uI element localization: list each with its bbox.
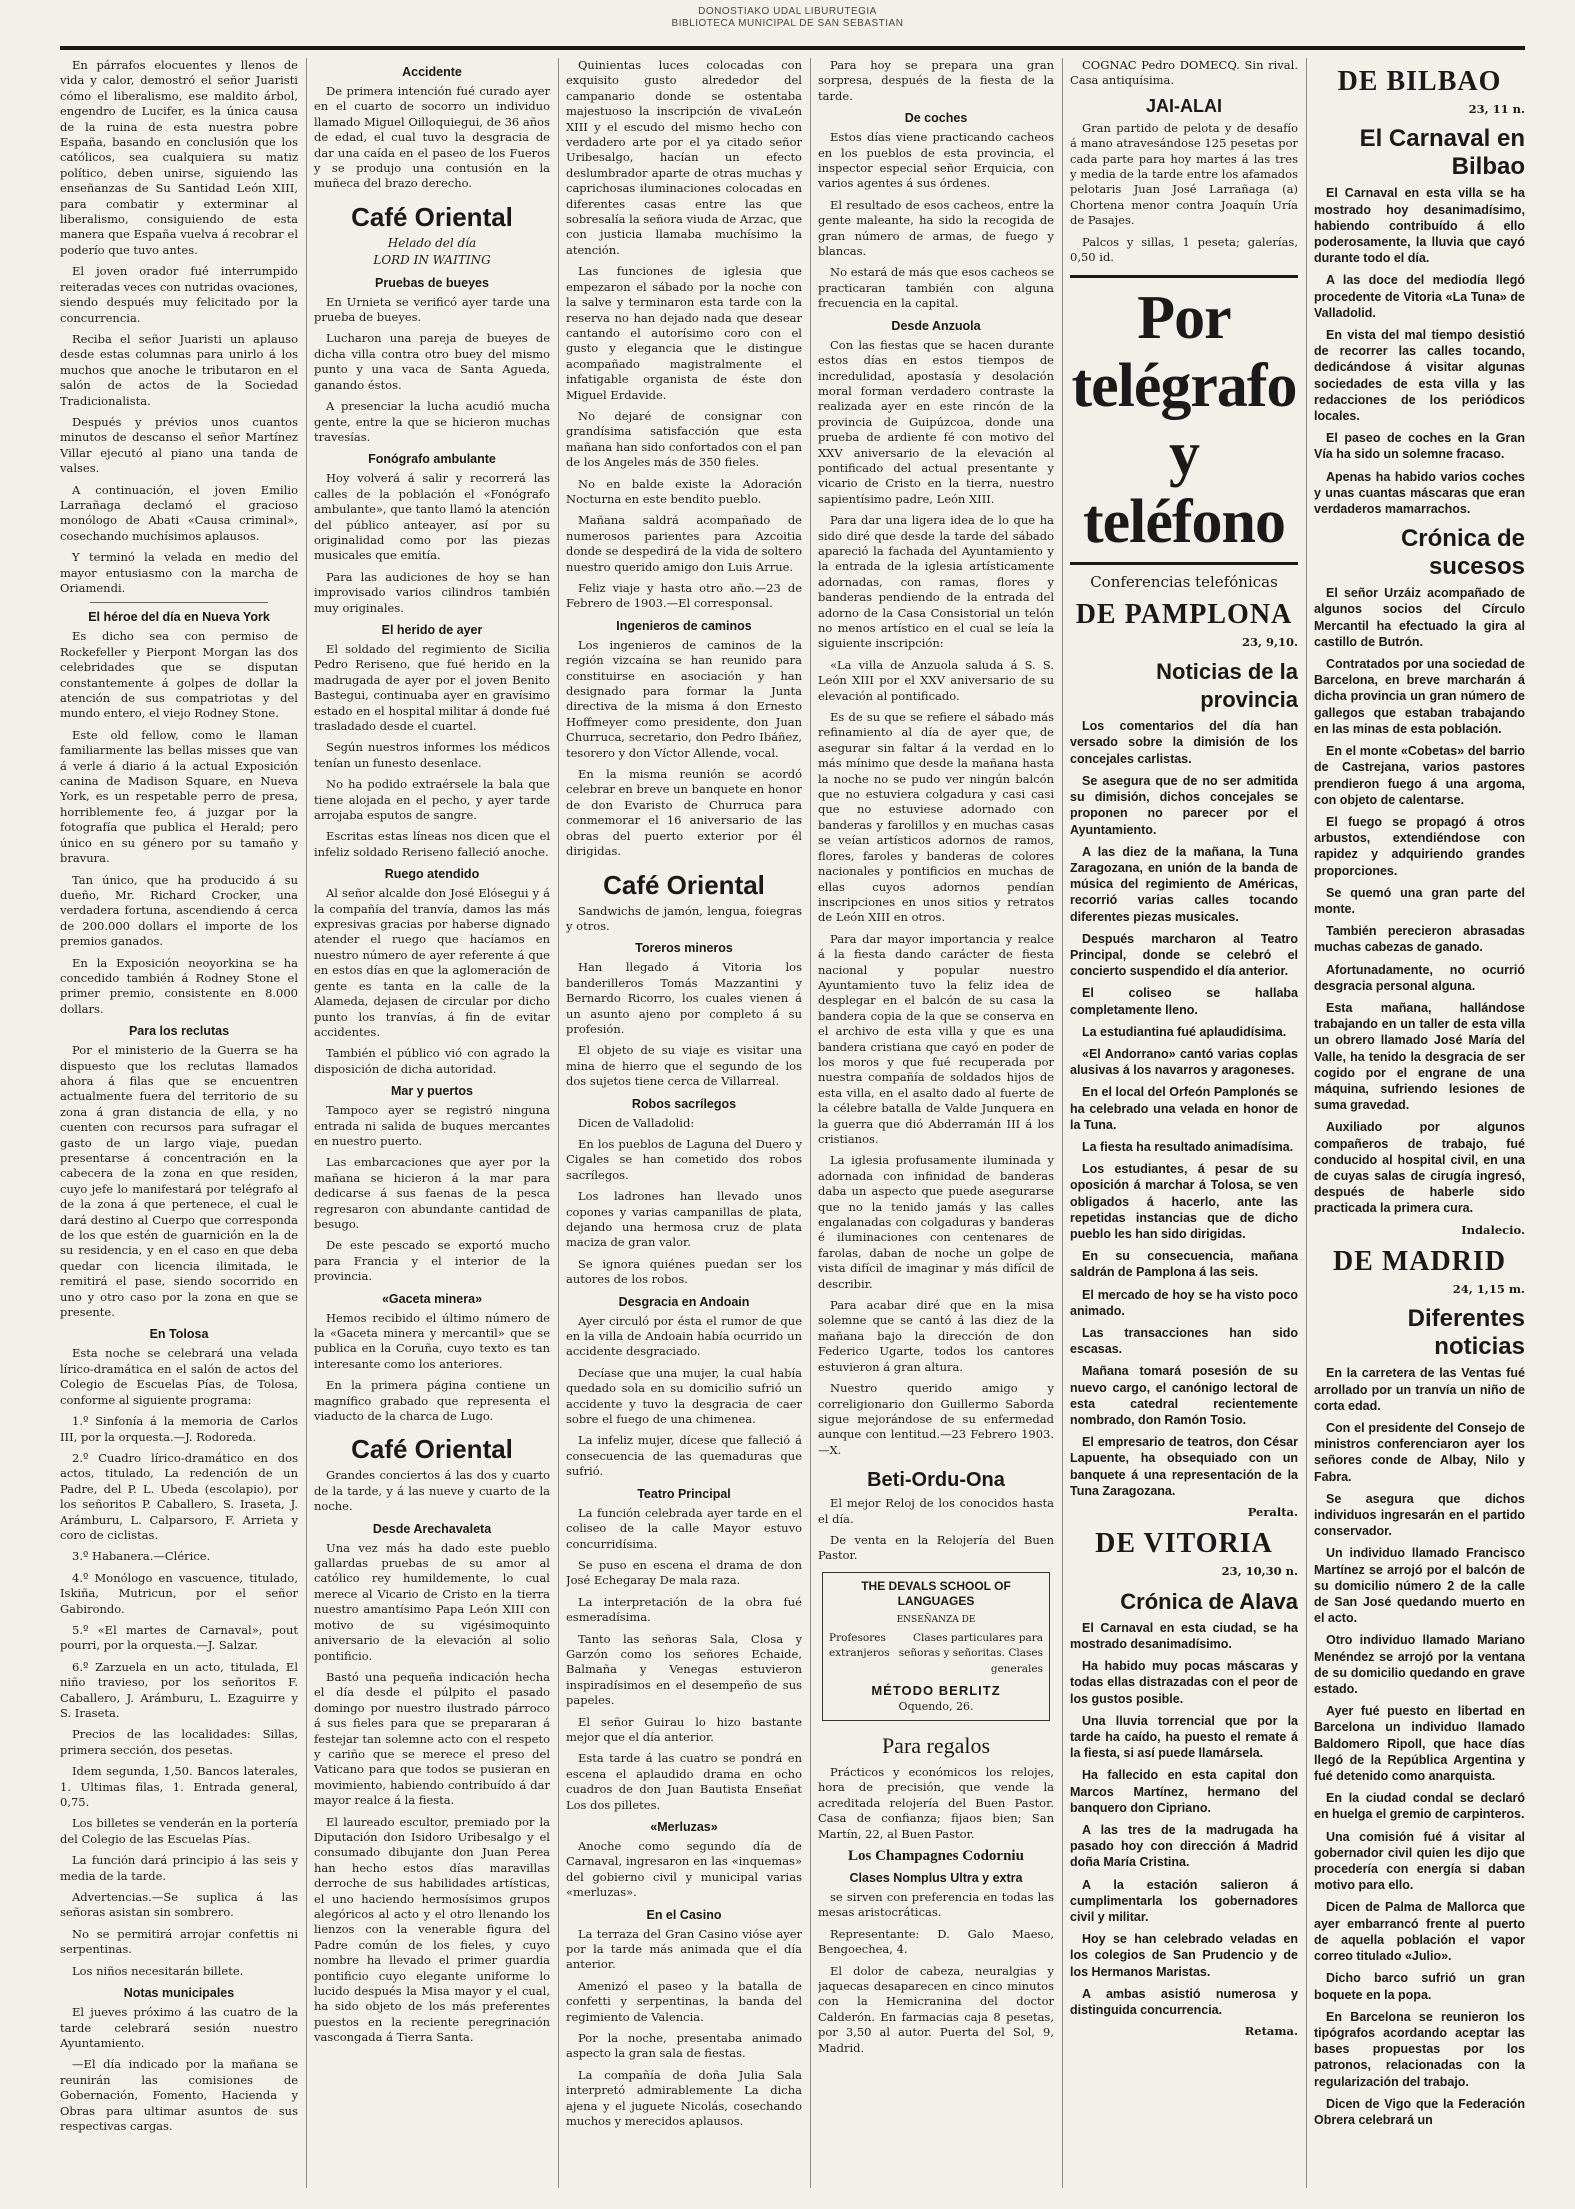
section-heading: Pruebas de bueyes bbox=[375, 275, 489, 290]
paragraph: El Carnaval en esta ciudad, se ha mostrado desanimadísimo. bbox=[1070, 1620, 1298, 1652]
paragraph: Después y prévios unos cuantos minutos de descanso el señor Martínez Villar ejecutó al piano una tanda de valses. bbox=[60, 414, 298, 476]
column-rule bbox=[558, 58, 559, 2188]
paragraph: Estos días viene practicando cacheos en los pueblos de esta provincia, el inspector especial señor Erquicia, con varios agentes á sus órdenes. bbox=[818, 130, 1054, 191]
paragraph: En vista del mal tiempo desistió de recorrer las calles tocando, dedicándose á visitar algunas sociedades de esta villa y las redacciones de los periódicos locales. bbox=[1314, 328, 1525, 424]
section-heading: Crónica de sucesos bbox=[1400, 525, 1525, 581]
paragraph: Ayer fué puesto en libertad en Barcelona un individuo llamado Baldomero Ripoll, que hace días llegó de la República Argentina y fué detenido como anarquista. bbox=[1314, 1704, 1525, 1784]
paragraph: Esta mañana, hallándose trabajando en un taller de esta villa un obrero llamado José María del Valle, ha tenido la desgracia de ser cogido por el engrane de una máquina, sufriendo lesiones de suma gravedad. bbox=[1314, 1000, 1525, 1113]
paragraph: En la carretera de las Ventas fué arrollado por un tranvía un niño de corta edad. bbox=[1314, 1366, 1525, 1413]
paragraph: Las transacciones han sido escasas. bbox=[1070, 1325, 1298, 1357]
dateline: 23, 10,30 n. bbox=[1221, 1564, 1298, 1579]
section-heading: Noticias de la provincia bbox=[1156, 659, 1298, 713]
dateline: 24, 1,15 m. bbox=[1452, 1281, 1525, 1296]
section-heading: El héroe del día en Nueva York bbox=[88, 610, 270, 625]
paragraph: El señor Urzáiz acompañado de algunos socios del Círculo Mercantil ha efectuado la gira al castillo de Butrón. bbox=[1314, 586, 1525, 649]
section-heading: Accidente bbox=[402, 65, 462, 79]
paragraph: La terraza del Gran Casino vióse ayer por la tarde más animada que el día anterior. bbox=[566, 1926, 802, 1972]
paragraph: Han llegado á Vitoria los banderilleros Tomás Mazzantini y Bernardo Ricorro, los cuales vienen á un asunto ajeno por completo á su profesión. bbox=[566, 960, 802, 1036]
dateline: 23, 11 n. bbox=[1468, 102, 1525, 116]
paragraph: Por la noche, presentaba animado aspecto la gran sala de fiestas. bbox=[566, 2031, 802, 2061]
paragraph: Dicen de Valladolid: bbox=[578, 1115, 695, 1130]
paragraph: De este pescado se exportó mucho para Francia y el interior de la provincia. bbox=[314, 1238, 550, 1284]
language-school-ad bbox=[822, 1572, 1050, 1721]
library-stamp bbox=[0, 6, 1575, 30]
city-heading: DE VITORIA bbox=[1095, 1528, 1273, 1560]
cafe-oriental-heading: Café Oriental bbox=[603, 869, 765, 900]
paragraph: Los estudiantes, á pesar de su oposición á marchar á Tolosa, se ven obligados á hacerlo, ante las repetidas instancias que de dicho pueblo les han sido dirigidas. bbox=[1070, 1162, 1298, 1241]
paragraph: El Carnaval en esta villa se ha mostrado hoy desanimadísimo, habiendo contribuído á ello poderosamente, la lluvia que cayó durante todo el día. bbox=[1314, 186, 1525, 266]
paragraph: Escritas estas líneas nos dicen que el infeliz soldado Reriseno falleció anoche. bbox=[314, 829, 550, 859]
paragraph: 2.º Cuadro lírico-dramático en dos actos, titulado, La redención de un Padre, del P. L. Ubeda (escolapio), por los señoritos P. Caballero, S. Iraseta, J. Arámburu, L. Calparsoro, F. Arrieta y coro de ciclistas. bbox=[60, 1450, 298, 1542]
paragraph: Mañana saldrá acompañado de numerosos parientes para Azcoitia donde se despedirá de la vida de soltero nuestro querido amigo don Luis Arrue. bbox=[566, 513, 802, 574]
paragraph: Se asegura que de no ser admitida su dimisión, dichos concejales se proponen no parecer por el Ayuntamiento. bbox=[1070, 773, 1298, 837]
section-heading: El herido de ayer bbox=[381, 622, 483, 637]
ad-title: THE DEVALS SCHOOL OF LANGUAGES bbox=[861, 1578, 1011, 1609]
section-heading: En Tolosa bbox=[149, 1327, 209, 1342]
section-heading: Ruego atendido bbox=[384, 867, 480, 882]
paragraph: Palcos y sillas, 1 peseta; galerías, 0,50 id. bbox=[1070, 234, 1298, 265]
paragraph: Se puso en escena el drama de don José Echegaray De mala raza. bbox=[566, 1557, 802, 1588]
separator bbox=[90, 602, 268, 603]
subheading: LORD IN WAITING bbox=[373, 253, 491, 268]
paragraph: La función celebrada ayer tarde en el coliseo de la calle Mayor estuvo concurridísima. bbox=[566, 1505, 802, 1551]
section-heading: Crónica de Alava bbox=[1120, 1588, 1298, 1614]
paragraph: —El día indicado por la mañana se reunirán las comisiones de Gobernación, Fomento, Hacienda y Obras para ultimar asuntos de sus respectivas cargas. bbox=[60, 2057, 298, 2133]
paragraph: Para acabar diré que en la misa solemne que se cantó á las diez de la mañana bajo la dirección de don Federico Ugarte, todos los cantores estuvieron á gran altura. bbox=[818, 1298, 1054, 1374]
paragraph: Afortunadamente, no ocurrió desgracia personal alguna. bbox=[1314, 962, 1525, 993]
paragraph: En el monte «Cobetas» del barrio de Castrejana, varios pastores prendieron fuego á una argoma, con objeto de calentarse. bbox=[1314, 744, 1525, 807]
paragraph: El fuego se propagó á otros arbustos, extendiéndose con rapidez y adquiriendo grandes proporciones. bbox=[1314, 814, 1525, 878]
column-6 bbox=[1314, 58, 1525, 2188]
telegraph-news bbox=[1314, 1365, 1525, 2128]
paragraph: Dicho barco sufrió un gran boquete en la popa. bbox=[1314, 1971, 1525, 2002]
paragraph: Las funciones de iglesia que empezaron el sábado por la noche con la salve y terminaron esta tarde con la reserva no han dejado nada que desear cantando el autorísimo coro con el gusto y elegancia que le distingue acompañado magistralmente el infatigable organista de éste don Miguel Erdavide. bbox=[566, 264, 802, 402]
section-heading: Conferencias telefónicas bbox=[1090, 573, 1278, 592]
paragraph: Anoche como segundo día de Carnaval, ingresaron en las «inquemas» del gobierno civil y municipal varias «merluzas». bbox=[566, 1839, 802, 1900]
section-heading: Toreros mineros bbox=[635, 941, 733, 956]
paragraph: El empresario de teatros, don César Lapuente, ha obsequiado con un banquete á una representación de la Tuna Zaragozana. bbox=[1070, 1435, 1298, 1498]
paragraph: Los billetes se venderán en la portería del Colegio de las Escuelas Pías. bbox=[60, 1816, 298, 1846]
paragraph: El resultado de esos cacheos, entre la gente maleante, ha sido la recogida de gran número de armas, de fuego y blancas. bbox=[818, 197, 1054, 259]
telegraph-news bbox=[1314, 185, 1525, 517]
paragraph: La función dará principio á las seis y media de la tarde. bbox=[60, 1853, 298, 1883]
paragraph: En la misma reunión se acordó celebrar en breve un banquete en honor de don Evaristo de Churruca para conmemorar el 16 aniversario de las obras del puerto exterior por él dirigidas. bbox=[566, 767, 802, 859]
paragraph: Apenas ha habido varios coches y unas cuantas máscaras que eran verdaderos mamarrachos. bbox=[1314, 469, 1525, 517]
section-heading: JAI-ALAI bbox=[1146, 95, 1222, 116]
paragraph: El mejor Reloj de los conocidos hasta el día. bbox=[818, 1496, 1054, 1526]
paragraph: En su consecuencia, mañana saldrán de Pamplona á las seis. bbox=[1070, 1249, 1298, 1280]
paragraph: A ambas asistió numerosa y distinguida concurrencia. bbox=[1070, 1986, 1298, 2018]
ad-subtitle: ENSEÑANZA DE bbox=[896, 1614, 976, 1625]
section-heading: Los Champagnes Codorniu bbox=[848, 1848, 1024, 1865]
section-heading: Robos sacrílegos bbox=[631, 1096, 737, 1111]
subheading: Helado del día bbox=[387, 235, 477, 250]
column-rule bbox=[1062, 58, 1063, 2188]
paragraph: Esta noche se celebrará una velada lírico-dramática en el salón de actos del Colegio de Escuelas Pías, de Tolosa, conforme al siguiente programa: bbox=[60, 1346, 298, 1407]
paragraph: Esta tarde á las cuatro se pondrá en escena el aplaudido drama en ocho cuadros de don Juan Bautista Enseñat Los dos pilletes. bbox=[566, 1751, 802, 1812]
paragraph: A las tres de la madrugada ha pasado hoy con dirección á Madrid doña María Cristina. bbox=[1070, 1823, 1298, 1870]
section-heading: De coches bbox=[904, 111, 968, 126]
paragraph: Un individuo llamado Francisco Martínez se arrojó por el balcón de su domicilio número 2 de la calle de San José quedando muerto en el acto. bbox=[1314, 1546, 1525, 1626]
paragraph: 4.º Monólogo en vascuence, titulado, Iskiña, Mutricun, por el señor Gabirondo. bbox=[60, 1570, 298, 1616]
paragraph: Hoy se han celebrado veladas en los colegios de San Prudencio y de los Hermanos Maristas. bbox=[1070, 1932, 1298, 1979]
paragraph: El jueves próximo á las cuatro de la tarde celebrará sesión nuestro Ayuntamiento. bbox=[60, 2005, 298, 2050]
section-heading: Desde Anzuola bbox=[891, 318, 981, 333]
section-heading: Mar y puertos bbox=[391, 1084, 473, 1099]
paragraph: Una lluvia torrencial que por la tarde ha caído, ha puesto el remate á la fiesta, si así puede llamársela. bbox=[1070, 1713, 1298, 1761]
paragraph: A las diez de la mañana, la Tuna Zaragozana, en unión de la banda de música del regimiento de Américas, recorrió varias calles tocando diferentes piezas musicales. bbox=[1070, 844, 1298, 924]
telegraph-news bbox=[1314, 585, 1525, 1216]
telegraph-news bbox=[1070, 718, 1298, 1499]
paragraph: 1.º Sinfonía á la memoria de Carlos III, por la orquesta.—J. Rodoreda. bbox=[60, 1414, 298, 1444]
paragraph: La fiesta ha resultado animadísima. bbox=[1082, 1139, 1294, 1154]
paragraph: Otro individuo llamado Mariano Menéndez se arrojó por la ventana de su domicilio quedando en grave estado. bbox=[1314, 1633, 1525, 1697]
column-5 bbox=[1070, 58, 1298, 2188]
paragraph: A presenciar la lucha acudió mucha gente, entre la que se hicieron muchas travesías. bbox=[314, 399, 550, 444]
paragraph: El mercado de hoy se ha visto poco animado. bbox=[1070, 1287, 1298, 1318]
dateline: 23, 9,10. bbox=[1241, 634, 1298, 649]
paragraph: El dolor de cabeza, neuralgias y jaquecas desaparecen en cinco minutos con la Hemicranina del doctor Calderón. En farmacias caja 8 pesetas, por 3,50 al autor. Puerta del Sol, 9, Madrid. bbox=[818, 1963, 1054, 2055]
paragraph: No se permitirá arrojar confettis ni serpentinas. bbox=[60, 1926, 298, 1957]
paragraph: El paseo de coches en la Gran Vía ha sido un solemne fracaso. bbox=[1314, 431, 1525, 462]
paragraph: 6.º Zarzuela en un acto, titulada, El niño travieso, por los señoritos F. Caballero, J. Arámburu, L. Ezaguirre y S. Iraseta. bbox=[60, 1659, 298, 1720]
paragraph: Las embarcaciones que ayer por la mañana se hicieron á la mar para dedicarse á sus faenas de la pesca regresaron con abundante cantidad de besugo. bbox=[314, 1155, 550, 1231]
paragraph: Tan único, que ha producido á su dueño, Mr. Richard Crocker, una verdadera fortuna, ascendiendo á cerca de 200.000 dollars el importe de los premios ganados. bbox=[60, 872, 298, 949]
city-heading: DE BILBAO bbox=[1337, 66, 1502, 97]
paragraph: Quinientas luces colocadas con exquisito gusto alrededor del campanario donde se ostentaba majestuoso la inscripción de vivaLeón XIII y el escudo del mismo hecho con verdadero arte por el ya citado señor Uribesalgo, hacían un efecto deslumbrador aparte de otras muchas y caprichosas iluminaciones colocadas en diferentes casas entre las que sobresalía la señora viuda de Arzac, que con justicia llamaba muchísimo la atención. bbox=[566, 58, 802, 257]
paragraph: Después marcharon al Teatro Principal, donde se celebró el concierto suspendido el día anterior. bbox=[1070, 931, 1298, 979]
signature: Peralta. bbox=[1247, 1505, 1298, 1520]
telegraph-news bbox=[1070, 1620, 1298, 2018]
paragraph: Decíase que una mujer, la cual había quedado sola en su domicilio sufrió un accidente y tuvo la desgracia de caer sobre el fuego de una chimenea. bbox=[566, 1365, 802, 1427]
paragraph: Con el presidente del Consejo de ministros conferenciaron ayer los señores conde de Albay, Nilo y Fabra. bbox=[1314, 1421, 1525, 1484]
paragraph: Se quemó una gran parte del monte. bbox=[1314, 885, 1525, 916]
paragraph: También el público vió con agrado la disposición de dicha autoridad. bbox=[314, 1046, 550, 1076]
paragraph: Dicen de Vigo que la Federación Obrera celebrará un bbox=[1314, 2096, 1525, 2127]
paragraph: 5.º «El martes de Carnaval», pout pourri, por la orquesta.—J. Salzar. bbox=[60, 1622, 298, 1653]
paragraph: Y terminó la velada en medio del mayor entusiasmo con la marcha de Oriamendi. bbox=[60, 550, 298, 595]
paragraph: Este old fellow, como le llaman familiarmente las bellas misses que van á verle á diario á la actual Exposición canina de Madison Square, en Nueva York, es un respetable perro de presa, horriblemente feo, á juzgar por la fotografía que publica el Herald; pero único en su género por su tamaño y bravura. bbox=[60, 727, 298, 866]
paragraph: Los comentarios del día han versado sobre la dimisión de los concejales carlistas. bbox=[1070, 719, 1298, 766]
column-rule bbox=[306, 58, 307, 2188]
paragraph: Para hoy se prepara una gran sorpresa, después de la fiesta de la tarde. bbox=[818, 58, 1054, 103]
section-heading: Diferentes noticias bbox=[1407, 1305, 1525, 1361]
paragraph: Es de su que se refiere el sábado más refinamiento al día de ayer que, de asegurar sin faltar á la verdad en lo más mínimo que desde la mañana hasta la noche no se pudo ver ningún balcón que no estuviera colgadura y casi casi que no estuviese adornado con banderas y farolillos y en muchas casas se veían artísticos adornos de ramos, flores, faroles y banderas de colores nacionales y pontificios en muchas de ellas cuyos adornos pendían inscripciones en unos sitios y retratos de León XIII en otros. bbox=[818, 710, 1054, 925]
paragraph: La interpretación de la obra fué esmeradísima. bbox=[566, 1594, 802, 1625]
paragraph: La estudiantina fué aplaudidísima. bbox=[1082, 1024, 1287, 1039]
top-rule bbox=[60, 46, 1525, 50]
paragraph: Mañana tomará posesión de su nuevo cargo, el canónigo lectoral de esta catedral recientemente nombrado, don Ramón Tosio. bbox=[1070, 1364, 1298, 1427]
paragraph: Representante: D. Galo Maeso, Bengoechea, 4. bbox=[818, 1926, 1054, 1957]
section-heading: Fonógrafo ambulante bbox=[368, 452, 496, 467]
paragraph: Advertencias.—Se suplica á las señoras asistan sin sombrero. bbox=[60, 1890, 298, 1920]
paragraph: Por el ministerio de la Guerra se ha dispuesto que los reclutas llamados ahora á filas que se encuentren actualmente fuera del territorio de su zona á gran distancia de ella, y no cuenten con recursos para sufragar el gasto de un largo viaje, puedan presentarse á concentración en la cabecera de la zona en que residen, cuyo jefe lo manifestará por telégrafo al de la zona á que pertenece, el cual le dará destino al Cuerpo que corresponda de los que estén de guarnición en la de su residencia, y en el caso en que deba quedar con licencia ilimitada, le remitirá el pase, siendo socorrido en uno y otro caso por la zona en que se presente. bbox=[60, 1043, 298, 1320]
paragraph: De venta en la Relojería del Buen Pastor. bbox=[818, 1532, 1054, 1563]
section-heading: Desde Arechavaleta bbox=[372, 1521, 492, 1536]
paragraph: Los ladrones han llevado unos copones y varias campanillas de plata, dejando una hermosa cruz de plata maciza de gran valor. bbox=[566, 1189, 802, 1250]
paragraph: Según nuestros informes los médicos tenían un funesto desenlace. bbox=[314, 740, 550, 770]
column-1 bbox=[60, 58, 298, 2188]
paragraph: Lucharon una pareja de bueyes de dicha villa contra otro buey del mismo punto y una vaca de Santa Agueda, ganando éstos. bbox=[314, 331, 550, 392]
section-heading: «Merluzas» bbox=[650, 1820, 718, 1834]
paragraph: De primera intención fué curado ayer en el cuarto de socorro un individuo llamado Miguel Oilloquiegui, de 36 años de edad, el cual tuvo la desgracia de dar una caída en el paseo de los Fueros y se produjo una contusión en la muñeca del brazo derecho. bbox=[314, 84, 550, 191]
paragraph: El joven orador fué interrumpido reiteradas veces con nutridas ovaciones, siendo después muy felicitado por la concurrencia. bbox=[60, 264, 298, 325]
cafe-oriental-heading: Café Oriental bbox=[351, 1434, 513, 1465]
section-heading: Beti-Ordu-Ona bbox=[867, 1469, 1005, 1492]
paragraph: En el local del Orfeón Pamplonés se ha celebrado una velada en honor de la Tuna. bbox=[1070, 1085, 1298, 1132]
stamp-line-1: DONOSTIAKO UDAL LIBURUTEGIA bbox=[698, 6, 877, 17]
paragraph: Prácticos y económicos los relojes, hora de precisión, que vende la acreditada relojería del Buen Pastor. Casa de confianza; fijaos bien; San Martín, 22, al Buen Pastor. bbox=[818, 1765, 1054, 1841]
paragraph: Nuestro querido amigo y correligionario don Guillermo Saborda sigue mejorándose de su enfermedad aunque con lentitud.—23 Febrero 1903.—X. bbox=[818, 1381, 1054, 1457]
section-heading: Para regalos bbox=[881, 1733, 991, 1758]
paragraph: Amenizó el paseo y la batalla de confetti y serpentinas, la banda del regimiento de Valencia. bbox=[566, 1978, 802, 2024]
paragraph: Bastó una pequeña indicación hecha el día desde el púlpito el pasado domingo por nuestro ilustrado párroco á sus fieles para que se prepararan á festejar tan solemne acto con el respeto y cariño que se merece el preso del Vaticano para que todos se pusieran en movimiento, habiendo contribuído á dar mayor realce á la fiesta. bbox=[314, 1669, 550, 1808]
paragraph: Gran partido de pelota y de desafío á mano atravesándose 125 pesetas por cada parte para hoy martes á las tres y media de la tarde entre los afamados pelotaris Juan José Larrañaga (a) Chortena menor contra Joaquín Uría de Pasajes. bbox=[1070, 120, 1298, 228]
paragraph: Hemos recibido el último número de la «Gaceta minera y mercantil» que se publica en la Coruña, cuyo texto es tan interesante como los anteriores. bbox=[314, 1310, 550, 1371]
section-heading: Notas municipales bbox=[123, 1986, 235, 2001]
paragraph: Tanto las señoras Sala, Closa y Garzón como los señores Echaide, Balmaña y Venegas estuvieron inspiradísimos en el desempeño de sus papeles. bbox=[566, 1631, 802, 1708]
paragraph: Hoy volverá á salir y recorrerá las calles de la población el «Fonógrafo ambulante», que tanto llamó la atención del público anteayer, así por su originalidad como por las piezas musicales que emitía. bbox=[314, 471, 550, 563]
stamp-line-2: BIBLIOTECA MUNICIPAL DE SAN SEBASTIAN bbox=[671, 18, 904, 29]
city-heading: DE MADRID bbox=[1332, 1245, 1507, 1277]
paragraph: Al señor alcalde don José Elósegui y á la compañía del tranvía, damos las más expresivas gracias por haberse dignado atender el ruego que hacíamos en nuestro número de ayer referente á que en estos días en que la aglomeración de gente es tanta en la calle de la Alameda, dejasen de circular por dicho punto los tranvías, á fin de evitar accidentes. bbox=[314, 886, 550, 1039]
section-heading: Clases Nomplus Ultra y extra bbox=[849, 1871, 1023, 1886]
paragraph: La compañía de doña Julia Sala interpretó admirablemente La dicha ajena y el juguete Nicolás, cosechando muchos y merecidos aplausos. bbox=[566, 2067, 802, 2129]
paragraph: No estará de más que esos cacheos se practicaran también con alguna frecuencia en la capital. bbox=[818, 265, 1054, 311]
paragraph: 3.º Habanera.—Clérice. bbox=[72, 1549, 211, 1564]
paragraph: Ayer circuló por ésta el rumor de que en la villa de Andoain había ocurrido un accidente desgraciado. bbox=[566, 1313, 802, 1359]
telegraph-heading: Por telégrafo y teléfono bbox=[1070, 275, 1298, 565]
paragraph: El objeto de su viaje es visitar una mina de hierro que el segundo de los dos sujetos tiene cerca de Villarreal. bbox=[566, 1043, 802, 1089]
paragraph: El señor Guirau lo hizo bastante mejor que el día anterior. bbox=[566, 1714, 802, 1744]
paragraph: Para las audiciones de hoy se han improvisado varios cilindros también muy originales. bbox=[314, 569, 550, 615]
section-heading: En el Casino bbox=[646, 1907, 722, 1922]
section-heading: Teatro Principal bbox=[637, 1486, 731, 1501]
paragraph: Ha habido muy pocas máscaras y todas ellas distrazadas con el peor de los gustos posible. bbox=[1070, 1659, 1298, 1706]
paragraph: «La villa de Anzuola saluda á S. S. León XIII por el XXV aniversario de su elevación al pontificado. bbox=[818, 657, 1054, 703]
paragraph: Los niños necesitarán billete. bbox=[72, 1963, 244, 1978]
paragraph: No en balde existe la Adoración Nocturna en este bendito pueblo. bbox=[566, 476, 802, 506]
paragraph: En la primera página contiene un magnífico grabado que representa el viaducto de la charca de Lugo. bbox=[314, 1378, 550, 1424]
paragraph: Los ingenieros de caminos de la región vizcaína se han reunido para constituirse en asociación y han designado para formar la Junta directiva de la misma á don Ernesto Hoffmeyer como presidente, don Juan Churruca, secretario, don Pedro Ibáñez, tesorero y don Víctor Allende, vocal. bbox=[566, 637, 802, 760]
paragraph: A continuación, el joven Emilio Larrañaga declamó el gracioso monólogo de Abati «Causa criminal», cosechando muchísimos aplausos. bbox=[60, 482, 298, 543]
column-2 bbox=[314, 58, 550, 2188]
paragraph: En Barcelona se reunieron los tipógrafos acordando aceptar las bases propuestas por los patronos, relacionadas con la regularización del trabajo. bbox=[1314, 2009, 1525, 2089]
paragraph: Contratados por una sociedad de Barcelona, en breve marcharán á dicha provincia un gran número de gallegos que estaban trabajando en las minas de esta población. bbox=[1314, 657, 1525, 736]
section-heading: «Gaceta minera» bbox=[381, 1291, 483, 1306]
paragraph: Grandes conciertos á las dos y cuarto de la tarde, y á las nueve y cuarto de la noche. bbox=[314, 1468, 550, 1514]
ad-right-text: Clases particulares para señoras y señoritas. Clases generales bbox=[898, 1631, 1043, 1675]
paragraph: se sirven con preferencia en todas las mesas aristocráticas. bbox=[818, 1890, 1054, 1920]
cafe-oriental-heading: Café Oriental bbox=[351, 201, 513, 232]
paragraph: Se ignora quiénes puedan ser los autores de los robos. bbox=[566, 1256, 802, 1287]
paragraph: El laureado escultor, premiado por la Diputación don Isidoro Uribesalgo y el consumado dibujante don Juan Perea han hecho estos días maravillas derroche de sus habilidades artísticas, el uno haciendo hermosísimos grupos alegóricos al acto y el otro llenando los lienzos con la venerable figura del Padre común de los fieles, y cuyo nombre ha llevado el primer guardia pontificio cuyo elegante uniforme lo lucido después la Misa mayor y el cual, ha sido objeto de los más preferentes puestos en la reciente peregrinación vascongada á Tierra Santa. bbox=[314, 1814, 550, 2045]
paragraph: Dicen de Palma de Mallorca que ayer embarrancó frente al puerto de aquella población el vapor correo titulado «Julio». bbox=[1314, 1900, 1525, 1964]
paragraph: El coliseo se hallaba completamente lleno. bbox=[1070, 986, 1298, 1017]
paragraph: Con las fiestas que se hacen durante estos días en estos tiempos de incredulidad, apostasía y desolación moral forman verdadero contraste la realizada ayer en este rincón de la provincia de Guipúzcoa, donde una prueba de ardiente fé con motivo del XXV aniversario de la elevación al pontificado del actual presentante y vicario de Cristo en la tierra, nuestro sapientísimo padre, León XIII. bbox=[818, 337, 1054, 506]
paragraph: «El Andorrano» cantó varias coplas alusivas á los navarros y aragoneses. bbox=[1070, 1046, 1298, 1078]
city-heading: DE PAMPLONA bbox=[1075, 598, 1293, 630]
paragraph: Para dar una ligera idea de lo que ha sido diré que desde la tarde del sábado apareció la fachada del Ayuntamiento y la entrada de la iglesia artísticamente adornadas, con ramas, flores y banderas pendiendo de la entrada del adorno de la Casa Consistorial un telón no menos artístico en el cual se leía la siguiente inscripción: bbox=[818, 513, 1054, 651]
paragraph: No ha podido extraérsele la bala que tiene alojada en el pecho, y ayer tarde arrojaba esputos de sangre. bbox=[314, 777, 550, 823]
signature: Indalecio. bbox=[1461, 1222, 1525, 1237]
paragraph: Tampoco ayer se registró ninguna entrada ni salida de buques mercantes en nuestro puerto. bbox=[314, 1103, 550, 1148]
paragraph: Para dar mayor importancia y realce á la fiesta dando carácter de fiesta nacional y popular nuestro Ayuntamiento tuvo la feliz idea de desplegar en el balcón de su casa la bandera copia de la que se conserva en el archivo de esta villa y que es una bandera cristiana que cayó en poder de los moros y que fué recuperada por nuestra compañía de soldados hijos de esta villa, en el asalto dado al fuerte de la célebre batalla de Valde Junquera en la guerra que dió Abderramán III á los cristianos. bbox=[818, 931, 1054, 1146]
paragraph: Precios de las localidades: Sillas, primera sección, dos pesetas. bbox=[60, 1727, 298, 1757]
paragraph: A la estación salieron á cumplimentarla los gobernadores civil y militar. bbox=[1070, 1877, 1298, 1925]
paragraph: La infeliz mujer, dícese que falleció á consecuencia de las quemaduras que sufrió. bbox=[566, 1433, 802, 1479]
paragraph: Reciba el señor Juaristi un aplauso desde estas columnas para unirlo á los muchos que anoche le tributaron en el salón de actos de la Sociedad Tradicionalista. bbox=[60, 331, 298, 408]
paragraph: COGNAC Pedro DOMECQ. Sin rival. Casa antiquísima. bbox=[1070, 58, 1298, 88]
paragraph: También perecieron abrasadas muchas cabezas de ganado. bbox=[1314, 924, 1525, 955]
paragraph: En párrafos elocuentes y llenos de vida y calor, demostró el señor Juaristi cómo el liberalismo, ese maldito árbol, engendro de Lucifer, es la única causa de la ruina de esta nuestra pobre España, basando en conclusión que los católicos, sea cualquiera su matiz político, deben unirse, siguiendo las enseñanzas de Su Santidad León XIII, para combatir y exterminar al liberalismo, consiguiendo de esta manera que España vuelva á recobrar el poderío que tuvo antes. bbox=[60, 58, 298, 257]
paragraph: No dejaré de consignar con grandísima satisfacción que esta mañana han sido confortados con el pan de los Angeles más de 350 fieles. bbox=[566, 408, 802, 470]
section-heading: Ingenieros de caminos bbox=[616, 618, 752, 633]
paragraph: En los pueblos de Laguna del Duero y Cigales se han cometido dos robos sacrílegos. bbox=[566, 1136, 802, 1182]
paragraph: Una vez más ha dado este pueblo gallardas pruebas de su amor al católico rey humildemente, lo cual merece al Vicario de Cristo en la tierra nuestro amantísimo Papa León XIII con motivo de su vigésimoquinto aniversario de la elevación al solio pontificio. bbox=[314, 1540, 550, 1663]
section-heading: Desgracia en Andoain bbox=[618, 1294, 750, 1309]
ad-address: Oquendo, 26. bbox=[898, 1699, 974, 1713]
ad-left-text: Profesores extranjeros bbox=[829, 1631, 890, 1660]
column-rule bbox=[1306, 58, 1307, 2188]
section-heading: El Carnaval en Bilbao bbox=[1359, 125, 1525, 181]
paragraph: En la ciudad condal se declaró en huelga el gremio de carpinteros. bbox=[1314, 1791, 1525, 1822]
paragraph: Ha fallecido en esta capital don Marcos Martínez, hermano del banquero don Cipriano. bbox=[1070, 1768, 1298, 1815]
paragraph: Auxiliado por algunos compañeros de trabajo, fué conducido al hospital civil, en una de cuyas salas de cirugía ingresó, después de haberle sido practicada la primera cura. bbox=[1314, 1120, 1525, 1216]
signature: Retama. bbox=[1244, 2024, 1298, 2039]
paragraph: A las doce del mediodía llegó procedente de Vitoria «La Tuna» de Valladolid. bbox=[1314, 273, 1525, 320]
paragraph: En Urnieta se verificó ayer tarde una prueba de bueyes. bbox=[314, 294, 550, 325]
section-heading: Para los reclutas bbox=[128, 1024, 230, 1039]
paragraph: Feliz viaje y hasta otro año.—23 de Febrero de 1903.—El corresponsal. bbox=[566, 581, 802, 611]
paragraph: Es dicho sea con permiso de Rockefeller y Pierpont Morgan las dos celebridades que se disputan constantemente á golpes de dollar la atención de sus compatriotas y del mundo entero, el viejo Rodney Stone. bbox=[60, 629, 298, 721]
ad-method: MÉTODO BERLITZ bbox=[871, 1683, 1001, 1699]
paragraph: El soldado del regimiento de Sicilia Pedro Reriseno, que fué herido en la madrugada de ayer por el joven Benito Bastegui, continuaba ayer en gravísimo estado en el hospital militar á donde fué trasladado desde el cuartel. bbox=[314, 641, 550, 733]
paragraph: Se asegura que dichos individuos ingresarán en el partido conservador. bbox=[1314, 1491, 1525, 1539]
column-rule bbox=[810, 58, 811, 2188]
paragraph: En la Exposición neoyorkina se ha concedido también á Rodney Stone el primer premio, consistente en 8.000 dollars. bbox=[60, 955, 298, 1016]
paragraph: Idem segunda, 1,50. Bancos laterales, 1. Ultimas filas, 1. Entrada general, 0,75. bbox=[60, 1764, 298, 1810]
column-4 bbox=[818, 58, 1054, 2188]
column-3 bbox=[566, 58, 802, 2188]
paragraph: Sandwichs de jamón, lengua, foiegras y otros. bbox=[566, 903, 802, 933]
paragraph: Una comisión fué á visitar al gobernador civil quien les dijo que procedería con energía si daban motivo para ello. bbox=[1314, 1829, 1525, 1893]
paragraph: La iglesia profusamente iluminada y adornada con infinidad de banderas daba un aspecto que puede asegurarse que no la tenido jamás y las calles engalanadas con colgaduras y banderas é iluminaciones con centenares de farolas, daban de noche un golpe de vista difícil de imaginar y más difícil de describir. bbox=[818, 1153, 1054, 1291]
